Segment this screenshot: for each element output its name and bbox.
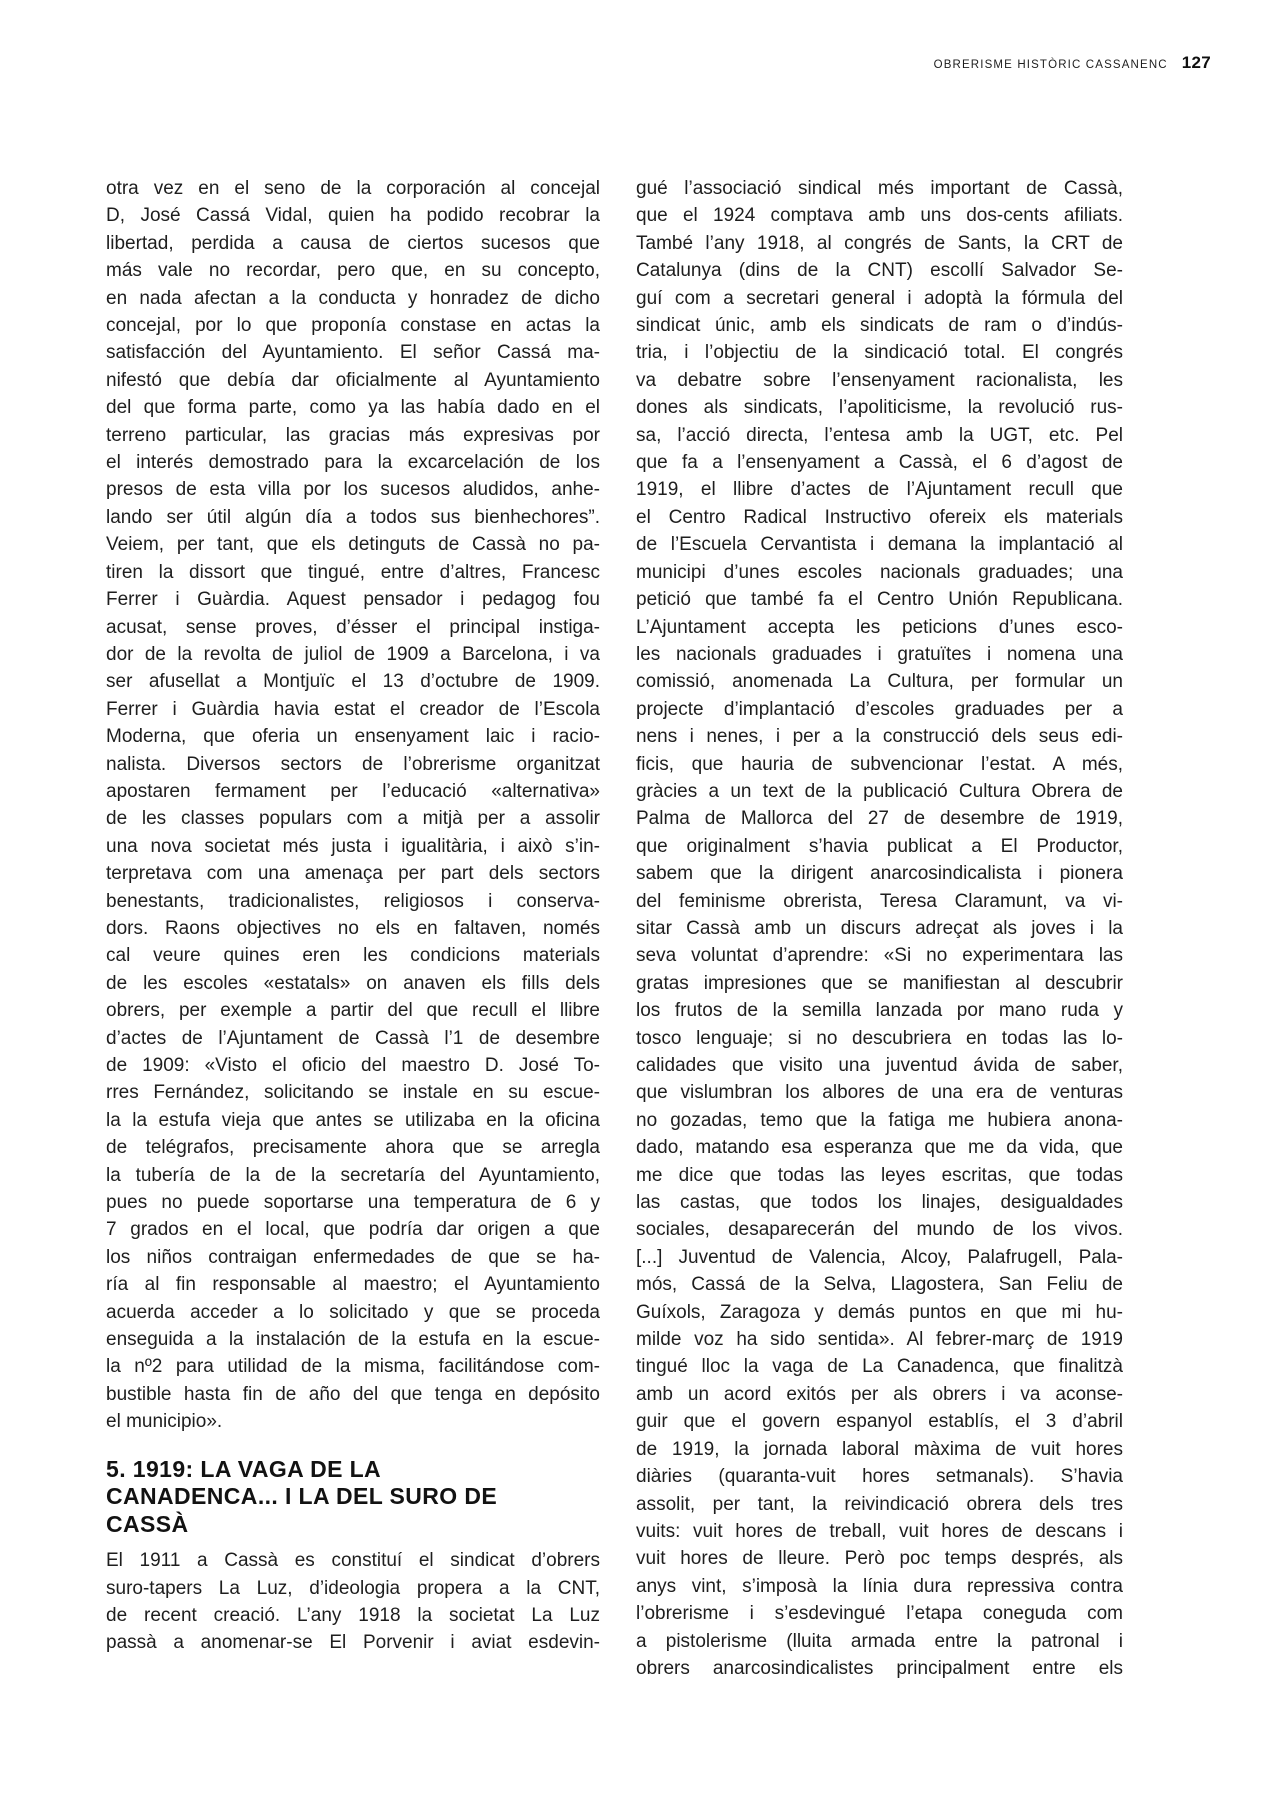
text-line: no gozadas, temo que la fatiga me hubiera anona- [636, 1109, 1123, 1131]
column-right [636, 175, 1123, 1682]
column-left [106, 175, 600, 1682]
text-line: dors. Raons objectives no els en faltaven, només [106, 917, 600, 939]
text-line: de telégrafos, precisamente ahora que se arregla [106, 1137, 600, 1159]
text-line: Veiem, per tant, que els detinguts de Cassà no pa- [106, 534, 600, 556]
text-line: dor de la revolta de juliol de 1909 a Barcelona, i va [106, 643, 600, 665]
text-line: gratas impresiones que se manifiestan al descubrir [636, 972, 1123, 994]
text-line: la nº2 para utilidad de la misma, facilitándose com- [106, 1356, 600, 1378]
text-line: [...] Juventud de Valencia, Alcoy, Palafrugell, Pala- [636, 1246, 1123, 1268]
text-line: El 1911 a Cassà es constituí el sindicat d’obrers [106, 1550, 600, 1572]
text-line: ría al fin responsable al maestro; el Ayuntamiento [106, 1274, 600, 1296]
text-line: seva voluntat d’aprendre: «Si no experimentara las [636, 945, 1123, 967]
text-line: mós, Cassá de la Selva, Llagostera, San Feliu de [636, 1274, 1123, 1296]
text-line: Palma de Mallorca del 27 de desembre de 1919, [636, 808, 1123, 830]
text-line: los niños contraigan enfermedades de que se ha- [106, 1246, 600, 1268]
running-header [934, 53, 1211, 73]
text-line: enseguida a la instalación de la estufa en la escue- [106, 1329, 600, 1351]
text-line: Catalunya (dins de la CNT) escollí Salvador Se- [636, 260, 1123, 282]
text-line: más vale no recordar, pero que, en su concepto, [106, 260, 600, 282]
text-line: obrers, per exemple a partir del que recull el llibre [106, 1000, 600, 1022]
text-line: apostaren fermament per l’educació «alternativa» [106, 780, 600, 802]
text-line: del que forma parte, como ya las había dado en el [106, 397, 600, 419]
heading-line: 5. 1919: LA VAGA DE LA [106, 1455, 382, 1482]
text-line: 7 grados en el local, que podría dar origen a que [106, 1219, 600, 1241]
text-line: sabem que la dirigent anarcosindicalista i pionera [636, 863, 1123, 885]
text-line: las castas, que todos los linajes, desigualdades [636, 1192, 1123, 1214]
text-line: nalista. Diversos sectors de l’obrerisme organitzat [106, 753, 600, 775]
text-line: concejal, por lo que proponía constase en actas la [106, 315, 600, 337]
text-line: satisfacción del Ayuntamiento. El señor Cassá ma- [106, 342, 600, 364]
text-line: tiren la dissort que tingué, entre d’altres, Francesc [106, 561, 600, 583]
text-line: l’obrerisme i s’esdevingué l’etapa coneguda com [636, 1603, 1123, 1625]
text-line: de l’Escuela Cervantista i demana la implantació al [636, 534, 1123, 556]
text-line: ser afusellat a Montjuïc el 13 d’octubre de 1909. [106, 671, 600, 693]
text-line: de 1919, la jornada laboral màxima de vuit hores [636, 1438, 1123, 1460]
text-line: nifestó que debía dar oficialmente al Ayuntamiento [106, 369, 600, 391]
text-line: lando ser útil algún día a todos sus bienhechores”. [106, 506, 600, 528]
text-line: sa, l’acció directa, l’entesa amb la UGT, etc. Pel [636, 424, 1123, 446]
text-line: va debatre sobre l’ensenyament racionalista, les [636, 369, 1123, 391]
text-line: que fa a l’ensenyament a Cassà, el 6 d’agost de [636, 452, 1123, 474]
text-line: que originalment s’havia publicat a El Productor, [636, 835, 1123, 857]
text-line: el interés demostrado para la excarcelación de los [106, 452, 600, 474]
text-line: sociales, desaparecerán del mundo de los vivos. [636, 1219, 1123, 1241]
text-line: També l’any 1918, al congrés de Sants, la CRT de [636, 232, 1123, 254]
text-line: calidades que visito una juventud ávida de saber, [636, 1055, 1123, 1076]
text-line: vuits: vuit hores de treball, vuit hores de descans i [636, 1520, 1123, 1542]
text-line: sindicat únic, amb els sindicats de ram o d’indús- [636, 315, 1123, 337]
text-line: una nova societat més justa i igualitària, i això s’in- [106, 835, 600, 857]
text-line: acusat, sense proves, d’ésser el principal instiga- [106, 616, 600, 638]
text-line: gràcies a un text de la publicació Cultura Obrera de [636, 780, 1123, 802]
text-line: Guíxols, Zaragoza y demás puntos en que mi hu- [636, 1301, 1123, 1323]
heading-line: CASSÀ [106, 1510, 189, 1537]
text-line: municipi d’unes escoles nacionals graduades; una [636, 561, 1123, 583]
text-line: del feminisme obrerista, Teresa Claramunt, va vi- [636, 890, 1123, 912]
text-line: presos de esta villa por los sucesos aludidos, anhe- [106, 479, 600, 501]
text-line: libertad, perdida a causa de ciertos sucesos que [106, 232, 600, 254]
running-title: OBRERISME HISTÒRIC CASSANENC [933, 59, 1168, 71]
text-line: rres Fernández, solicitando se instale en su escue- [106, 1082, 600, 1104]
text-line: 1919, el llibre d’actes de l’Ajuntament recull que [636, 479, 1123, 501]
text-line: anys vint, s’imposà la línia dura repressiva contra [636, 1575, 1123, 1597]
text-line: cal veure quines eren les condicions materials [106, 945, 600, 967]
paragraph [636, 175, 1123, 1682]
paragraph [106, 1547, 600, 1657]
text-line: guí com a secretari general i adoptà la fórmula del [636, 287, 1123, 309]
text-line: tria, i l’objectiu de la sindicació total. El congrés [636, 342, 1123, 364]
text-line: Ferrer i Guàrdia. Aquest pensador i pedagog fou [106, 589, 600, 611]
text-line: diàries (quaranta-vuit hores setmanals). S’havia [636, 1466, 1123, 1488]
page-number: 127 [1181, 53, 1211, 72]
heading-line: CANADENCA... I LA DEL SURO DE [106, 1483, 498, 1510]
text-line: tingué lloc la vaga de La Canadenca, que finalitzà [636, 1356, 1123, 1378]
text-line: passà a anomenar-se El Porvenir i aviat esdevin- [106, 1632, 600, 1654]
text-line: gué l’associació sindical més important de Cassà, [636, 178, 1123, 199]
text-line: de les classes populars com a mitjà per a assolir [106, 808, 600, 830]
text-line: petició que també fa el Centro Unión Republicana. [636, 589, 1123, 611]
text-line: les nacionals graduades i gratuïtes i nomena una [636, 643, 1123, 665]
text-line: dado, matando esa esperanza que me da vida, que [636, 1137, 1123, 1159]
text-line: amb un acord exitós per als obrers i va aconse- [636, 1383, 1123, 1405]
text-line: Moderna, que oferia un ensenyament laic i racio- [106, 726, 600, 748]
text-columns [106, 175, 1123, 1682]
text-line: assolit, per tant, la reivindicació obrera dels tres [636, 1493, 1123, 1515]
text-line: Ferrer i Guàrdia havia estat el creador de l’Escola [106, 698, 600, 720]
text-line: tosco lenguaje; si no descubriera en todas las lo- [636, 1027, 1123, 1049]
text-line: me dice que todas las leyes escritas, que todas [636, 1164, 1123, 1186]
text-line: otra vez en el seno de la corporación al concejal [106, 178, 600, 199]
text-line: d’actes de l’Ajuntament de Cassà l’1 de desembre [106, 1027, 600, 1049]
text-line: terreno particular, las gracias más expresivas por [106, 424, 600, 446]
text-line: obrers anarcosindicalistes principalment entre els [636, 1657, 1123, 1679]
text-line: sitar Cassà amb un discurs adreçat als joves i la [636, 917, 1123, 939]
text-line: benestants, tradicionalistes, religiosos i conserva- [106, 890, 600, 912]
text-line: la tubería de la de la secretaría del Ayuntamiento, [106, 1164, 600, 1186]
text-line: milde voz ha sido sentida». Al febrer-març de 1919 [636, 1329, 1123, 1351]
text-line: vuit hores de lleure. Però poc temps després, als [636, 1548, 1123, 1570]
text-line: D, José Cassá Vidal, quien ha podido recobrar la [106, 205, 600, 227]
text-line: de recent creació. L’any 1918 la societat La Luz [106, 1605, 600, 1626]
text-line: de les escoles «estatals» on anaven els fills dels [106, 972, 600, 994]
text-line: comissió, anomenada La Cultura, per formular un [636, 671, 1123, 693]
text-line: los frutos de la semilla lanzada por mano ruda y [636, 1000, 1123, 1022]
section-heading [106, 1456, 600, 1539]
text-line: el municipio». [106, 1411, 223, 1433]
text-line: bustible hasta fin de año del que tenga en depósito [106, 1383, 600, 1405]
text-line: projecte d’implantació d’escoles graduades per a [636, 698, 1123, 720]
text-line: suro-tapers La Luz, d’ideologia propera a la CNT, [106, 1577, 600, 1599]
text-line: acuerda acceder a lo solicitado y que se proceda [106, 1301, 600, 1323]
text-line: que el 1924 comptava amb uns dos-cents afiliats. [636, 205, 1123, 227]
text-line: dones als sindicats, l’apoliticisme, la revolució rus- [636, 397, 1123, 419]
text-line: nens i nenes, i per a la construcció dels seus edi- [636, 726, 1123, 748]
paragraph [106, 175, 600, 1436]
text-line: en nada afectan a la conducta y honradez de dicho [106, 287, 600, 309]
text-line: a pistolerisme (lluita armada entre la patronal i [636, 1630, 1123, 1652]
text-line: de 1909: «Visto el oficio del maestro D. José To- [106, 1055, 600, 1076]
text-line: que vislumbran los albores de una era de venturas [636, 1082, 1123, 1104]
text-line: el Centro Radical Instructivo ofereix els materials [636, 506, 1123, 528]
text-line: ficis, que hauria de subvencionar l’estat. A més, [636, 753, 1123, 775]
text-line: pues no puede soportarse una temperatura de 6 y [106, 1192, 600, 1214]
text-line: terpretava com una amenaça per part dels sectors [106, 863, 600, 885]
text-line: guir que el govern espanyol establís, el 3 d’abril [636, 1411, 1123, 1433]
text-line: L’Ajuntament accepta les peticions d’unes esco- [636, 616, 1123, 638]
text-line: la la estufa vieja que antes se utilizaba en la oficina [106, 1109, 600, 1131]
